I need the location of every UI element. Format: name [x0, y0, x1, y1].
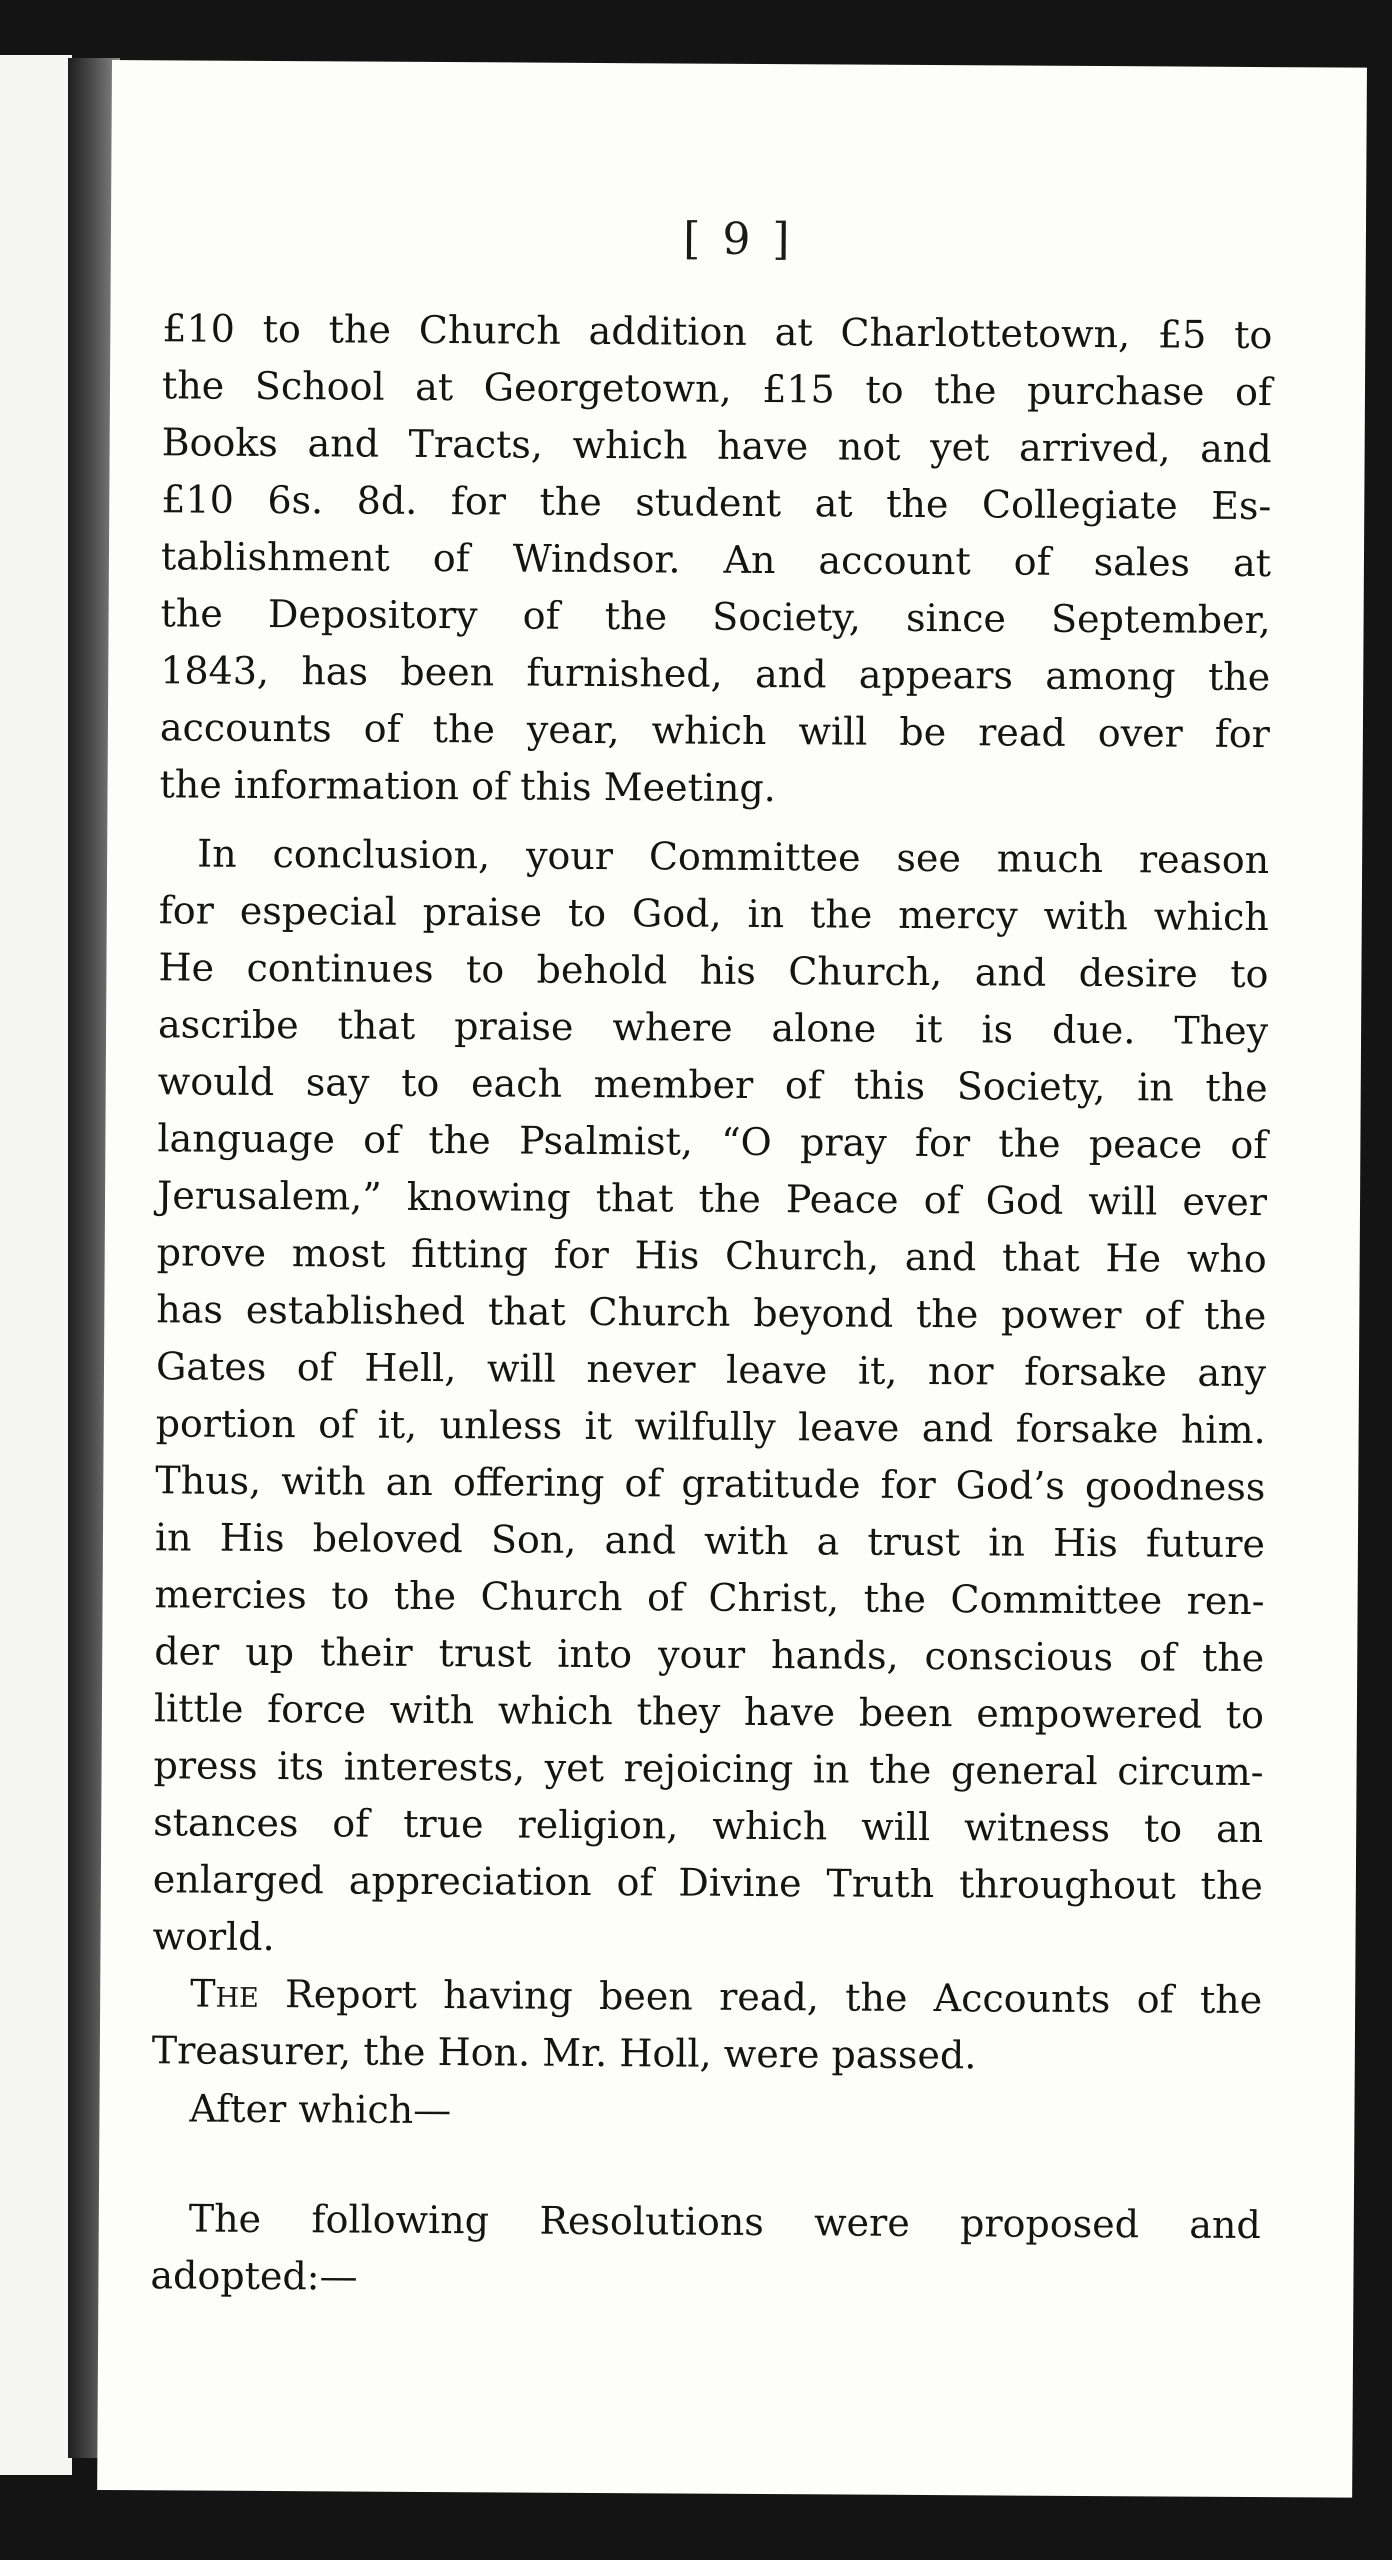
book-page: [97, 60, 1367, 2498]
text-line: for especial praise to God, in the mercy with which: [158, 888, 1269, 940]
text-line: ascribe that praise where alone it is due. They: [157, 1002, 1269, 1054]
text-line: adopted:—: [150, 2253, 358, 2299]
text-line: £10 to the Church addition at Charlottetown, £5 to: [162, 306, 1273, 358]
text-line: accounts of the year, which will be read over for: [159, 705, 1271, 757]
paragraph-accounts: [159, 300, 1272, 820]
text-line: £10 6s. 8d. for the student at the Collegiate Es-: [161, 477, 1272, 529]
text-line: the information of this Meeting.: [159, 762, 776, 811]
text-line: mercies to the Church of Christ, the Committee ren-: [154, 1572, 1265, 1624]
paragraph-conclusion: [152, 825, 1269, 1972]
text-line: Jerusalem,” knowing that the Peace of God will ever: [156, 1173, 1268, 1225]
text-line: the Depository of the Society, since September,: [160, 591, 1271, 643]
paragraph-after-which: [151, 2080, 1261, 2144]
text-line: stances of true religion, which will witness to an: [153, 1800, 1264, 1852]
text-line: the School at Georgetown, £15 to the purchase of: [161, 363, 1273, 415]
text-line: press its interests, yet rejoicing in the general circum-: [153, 1743, 1264, 1795]
paragraph-resolutions: [150, 2190, 1261, 2311]
text-line: Thus, with an offering of gratitude for God’s goodness: [155, 1458, 1266, 1510]
text-line: Treasurer, the Hon. Mr. Holl, were passed.: [151, 2028, 977, 2078]
text-line: prove most fitting for His Church, and that He who: [156, 1230, 1267, 1282]
text-line: Gates of Hell, will never leave it, nor forsake any: [155, 1344, 1267, 1396]
text-line: The following Resolutions were proposed and: [188, 2196, 1261, 2248]
text-line: He continues to behold his Church, and desire to: [158, 945, 1269, 997]
text-line: 1843, has been furnished, and appears among the: [160, 648, 1271, 700]
text-line: has established that Church beyond the power of the: [156, 1287, 1267, 1339]
text-line: in His beloved Son, and with a trust in His future: [154, 1515, 1266, 1567]
text-line: Books and Tracts, which have not yet arrived, and: [161, 420, 1272, 472]
left-page-edge: [0, 55, 72, 2475]
text-line: tablishment of Windsor. An account of sales at: [160, 534, 1272, 586]
text-line: portion of it, unless it wilfully leave and forsake him.: [155, 1401, 1266, 1453]
text-line: language of the Psalmist, “O pray for the peace of: [157, 1116, 1268, 1168]
text-line: world.: [152, 1914, 275, 1960]
drop-word: The: [190, 1971, 259, 2016]
text-line: In conclusion, your Committee see much reason: [197, 831, 1270, 883]
text-line: After which—: [189, 2086, 452, 2133]
text-line: little force with which they have been empowered to: [153, 1686, 1265, 1738]
text-line: enlarged appreciation of Divine Truth throughout the: [152, 1857, 1264, 1909]
text-line: would say to each member of this Society, in the: [157, 1059, 1268, 1111]
text-line: [152, 1965, 1262, 2029]
page-number: [ 9 ]: [683, 213, 794, 266]
paragraph-report-read: [152, 1965, 1263, 2086]
text-line: der up their trust into your hands, conscious of the: [154, 1629, 1265, 1681]
text-fragment: Report having been read, the Accounts of the: [258, 1971, 1263, 2023]
